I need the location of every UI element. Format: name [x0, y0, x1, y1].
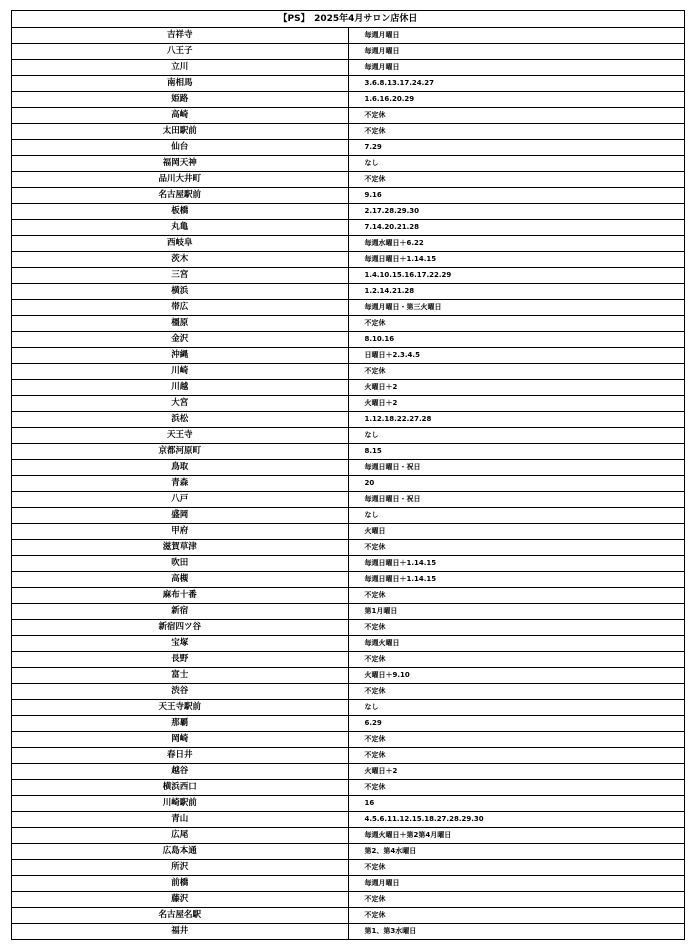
store-name: 新宿 — [12, 604, 349, 620]
table-row — [12, 236, 685, 252]
store-name: 青山 — [12, 812, 349, 828]
holiday-value: なし — [348, 428, 685, 444]
holiday-value: 毎週日曜日＋1.14.15 — [348, 572, 685, 588]
holiday-value: 不定休 — [348, 172, 685, 188]
holiday-value: 不定休 — [348, 860, 685, 876]
holiday-value: 7.14.20.21.28 — [348, 220, 685, 236]
store-name: 所沢 — [12, 860, 349, 876]
store-name: 那覇 — [12, 716, 349, 732]
table-row — [12, 124, 685, 140]
store-name: 三宮 — [12, 268, 349, 284]
table-row — [12, 492, 685, 508]
holiday-value: 毎週火曜日 — [348, 636, 685, 652]
holiday-value: 第1月曜日 — [348, 604, 685, 620]
holiday-value: 火曜日＋2 — [348, 396, 685, 412]
holiday-value: 4.5.6.11.12.15.18.27.28.29.30 — [348, 812, 685, 828]
table-row — [12, 540, 685, 556]
holiday-value: 1.6.16.20.29 — [348, 92, 685, 108]
store-name: 大宮 — [12, 396, 349, 412]
holiday-value: 不定休 — [348, 108, 685, 124]
table-row — [12, 556, 685, 572]
store-name: 越谷 — [12, 764, 349, 780]
table-row — [12, 780, 685, 796]
table-row — [12, 620, 685, 636]
store-name: 板橋 — [12, 204, 349, 220]
holiday-value: 不定休 — [348, 748, 685, 764]
store-name: 鳥取 — [12, 460, 349, 476]
holiday-value: なし — [348, 508, 685, 524]
table-row — [12, 44, 685, 60]
holiday-value: 8.15 — [348, 444, 685, 460]
holiday-value: 20 — [348, 476, 685, 492]
table-row — [12, 460, 685, 476]
holiday-value: 1.2.14.21.28 — [348, 284, 685, 300]
store-name: 京都河原町 — [12, 444, 349, 460]
store-name: 宝塚 — [12, 636, 349, 652]
table-row — [12, 364, 685, 380]
holiday-value: なし — [348, 156, 685, 172]
holiday-value: 8.10.16 — [348, 332, 685, 348]
holiday-value: 不定休 — [348, 316, 685, 332]
table-row — [12, 748, 685, 764]
holiday-value: 7.29 — [348, 140, 685, 156]
holiday-value: 不定休 — [348, 540, 685, 556]
table-row — [12, 860, 685, 876]
store-name: 茨木 — [12, 252, 349, 268]
table-row — [12, 892, 685, 908]
store-name: 吉祥寺 — [12, 28, 349, 44]
holiday-value: 日曜日＋2.3.4.5 — [348, 348, 685, 364]
store-name: 新宿四ツ谷 — [12, 620, 349, 636]
table-row — [12, 524, 685, 540]
table-row — [12, 108, 685, 124]
holiday-value: 不定休 — [348, 620, 685, 636]
table-row — [12, 796, 685, 812]
store-name: 八王子 — [12, 44, 349, 60]
table-row — [12, 764, 685, 780]
table-row — [12, 76, 685, 92]
store-name: 立川 — [12, 60, 349, 76]
store-name: 藤沢 — [12, 892, 349, 908]
table-row — [12, 28, 685, 44]
store-name: 福井 — [12, 924, 349, 940]
holiday-value: 不定休 — [348, 892, 685, 908]
holiday-value: 不定休 — [348, 908, 685, 924]
holiday-value: 毎週水曜日＋6.22 — [348, 236, 685, 252]
holiday-value: 不定休 — [348, 124, 685, 140]
store-name: 名古屋駅前 — [12, 188, 349, 204]
table-row — [12, 252, 685, 268]
holiday-value: 2.17.28.29.30 — [348, 204, 685, 220]
store-name: 富士 — [12, 668, 349, 684]
table-row — [12, 732, 685, 748]
table-row — [12, 700, 685, 716]
table-row — [12, 588, 685, 604]
holiday-value: 毎週日曜日＋1.14.15 — [348, 252, 685, 268]
table-row — [12, 844, 685, 860]
holiday-value: 毎週火曜日＋第2第4月曜日 — [348, 828, 685, 844]
holiday-value: 1.4.10.15.16.17.22.29 — [348, 268, 685, 284]
store-name: 横浜西口 — [12, 780, 349, 796]
holiday-value: 9.16 — [348, 188, 685, 204]
store-name: 金沢 — [12, 332, 349, 348]
holiday-value: なし — [348, 700, 685, 716]
store-name: 丸亀 — [12, 220, 349, 236]
holiday-value: 毎週月曜日 — [348, 60, 685, 76]
table-row — [12, 284, 685, 300]
table-row — [12, 908, 685, 924]
title-row — [12, 11, 685, 28]
holiday-value: 火曜日＋2 — [348, 764, 685, 780]
store-name: 麻布十番 — [12, 588, 349, 604]
store-name: 甲府 — [12, 524, 349, 540]
table-row — [12, 380, 685, 396]
store-name: 天王寺駅前 — [12, 700, 349, 716]
store-name: 品川大井町 — [12, 172, 349, 188]
holiday-value: 毎週日曜日・祝日 — [348, 460, 685, 476]
store-name: 滋賀草津 — [12, 540, 349, 556]
table-row — [12, 572, 685, 588]
store-name: 西岐阜 — [12, 236, 349, 252]
store-name: 渋谷 — [12, 684, 349, 700]
store-name: 沖縄 — [12, 348, 349, 364]
table-row — [12, 60, 685, 76]
store-name: 南相馬 — [12, 76, 349, 92]
table-row — [12, 140, 685, 156]
holiday-value: 毎週月曜日・第三火曜日 — [348, 300, 685, 316]
table-row — [12, 924, 685, 940]
table-row — [12, 300, 685, 316]
store-name: 吹田 — [12, 556, 349, 572]
store-name: 姫路 — [12, 92, 349, 108]
table-row — [12, 444, 685, 460]
store-name: 前橋 — [12, 876, 349, 892]
table-row — [12, 716, 685, 732]
table-row — [12, 476, 685, 492]
store-name: 青森 — [12, 476, 349, 492]
store-name: 川崎駅前 — [12, 796, 349, 812]
holiday-value: 毎週月曜日 — [348, 28, 685, 44]
holiday-value: 火曜日＋2 — [348, 380, 685, 396]
table-row — [12, 636, 685, 652]
table-row — [12, 332, 685, 348]
holiday-value: 不定休 — [348, 684, 685, 700]
table-row — [12, 684, 685, 700]
store-name: 岡崎 — [12, 732, 349, 748]
store-name: 盛岡 — [12, 508, 349, 524]
store-name: 浜松 — [12, 412, 349, 428]
store-name: 長野 — [12, 652, 349, 668]
store-name: 橿原 — [12, 316, 349, 332]
store-name: 太田駅前 — [12, 124, 349, 140]
store-name: 高槻 — [12, 572, 349, 588]
table-row — [12, 428, 685, 444]
table-row — [12, 188, 685, 204]
table-row — [12, 396, 685, 412]
table-row — [12, 172, 685, 188]
holiday-value: 毎週日曜日・祝日 — [348, 492, 685, 508]
sheet-title: 【PS】 2025年4月サロン店休日 — [12, 11, 685, 28]
table-row — [12, 812, 685, 828]
table-row — [12, 348, 685, 364]
holiday-value: 不定休 — [348, 732, 685, 748]
table-row — [12, 220, 685, 236]
table-row — [12, 204, 685, 220]
store-name: 名古屋名駅 — [12, 908, 349, 924]
store-name: 天王寺 — [12, 428, 349, 444]
holiday-value: 毎週月曜日 — [348, 44, 685, 60]
holiday-value: 第1、第3水曜日 — [348, 924, 685, 940]
table-row — [12, 316, 685, 332]
holiday-value: 3.6.8.13.17.24.27 — [348, 76, 685, 92]
store-name: 広島本通 — [12, 844, 349, 860]
store-name: 福岡天神 — [12, 156, 349, 172]
holiday-value: 毎週日曜日＋1.14.15 — [348, 556, 685, 572]
table-row — [12, 668, 685, 684]
store-name: 帯広 — [12, 300, 349, 316]
store-name: 広尾 — [12, 828, 349, 844]
table-row — [12, 652, 685, 668]
holiday-value: 16 — [348, 796, 685, 812]
holiday-value: 不定休 — [348, 780, 685, 796]
holiday-table — [11, 10, 685, 940]
holiday-value: 火曜日＋9.10 — [348, 668, 685, 684]
holiday-value: 火曜日 — [348, 524, 685, 540]
table-row — [12, 412, 685, 428]
holiday-value: 1.12.18.22.27.28 — [348, 412, 685, 428]
store-name: 高崎 — [12, 108, 349, 124]
table-row — [12, 268, 685, 284]
store-name: 仙台 — [12, 140, 349, 156]
table-row — [12, 156, 685, 172]
holiday-value: 不定休 — [348, 588, 685, 604]
holiday-value: 6.29 — [348, 716, 685, 732]
table-row — [12, 876, 685, 892]
holiday-value: 第2、第4水曜日 — [348, 844, 685, 860]
store-name: 横浜 — [12, 284, 349, 300]
holiday-value: 毎週月曜日 — [348, 876, 685, 892]
store-name: 春日井 — [12, 748, 349, 764]
holiday-value: 不定休 — [348, 652, 685, 668]
holiday-value: 不定休 — [348, 364, 685, 380]
table-row — [12, 508, 685, 524]
table-row — [12, 604, 685, 620]
store-name: 川越 — [12, 380, 349, 396]
store-name: 八戸 — [12, 492, 349, 508]
store-name: 川崎 — [12, 364, 349, 380]
table-row — [12, 828, 685, 844]
table-row — [12, 92, 685, 108]
holiday-sheet — [11, 10, 685, 940]
